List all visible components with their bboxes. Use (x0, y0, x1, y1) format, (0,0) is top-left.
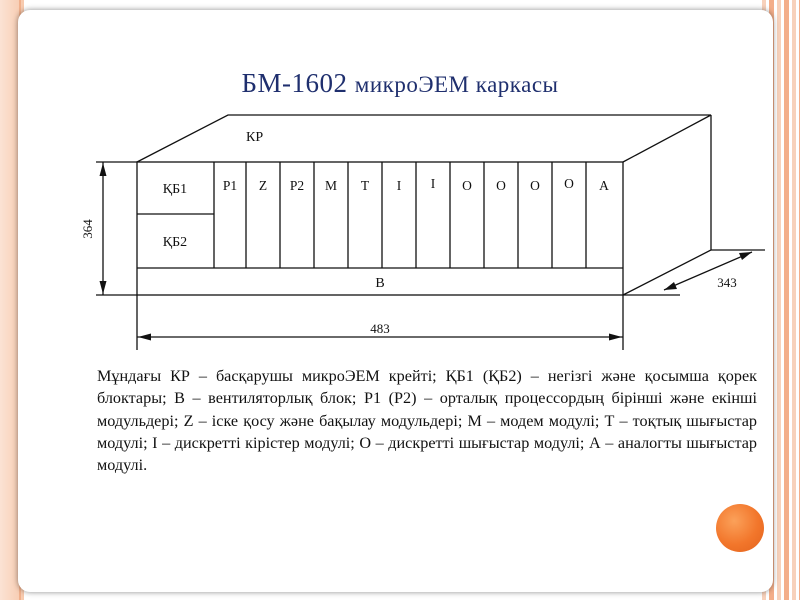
orange-circle-decoration (716, 504, 764, 552)
width-dimension-value: 483 (370, 321, 390, 336)
module-label: М (324, 178, 338, 193)
depth-arrow-back (739, 252, 752, 260)
height-dimension-value: 364 (80, 219, 95, 239)
module-label: О (564, 176, 574, 191)
height-arrow-top (100, 163, 107, 176)
module-label: А (599, 178, 609, 193)
height-arrow-bottom (100, 281, 107, 294)
module-label: Z (258, 178, 268, 193)
depth-arrow-front (664, 282, 677, 290)
module-label: І (396, 178, 402, 193)
title-sub: микроЭЕМ каркасы (354, 72, 559, 97)
power-block-2-label: ҚБ2 (162, 235, 188, 250)
module-label: О (530, 178, 540, 193)
module-label: І (430, 176, 436, 191)
module-label: Р1 (222, 178, 238, 193)
module-label: Т (360, 178, 370, 193)
crate-label: КР (246, 130, 264, 145)
module-label: Р2 (289, 178, 305, 193)
depth-dimension-value: 343 (717, 275, 737, 290)
title-main: БМ-1602 (241, 68, 348, 98)
diagram-caption: Мұндағы КР – басқарушы микроЭЕМ крейті; ҚБ1 (ҚБ2) – негізгі және қосымша қорек блоктары; В – вентиляторлық блок; Р1 (Р2) – орталық процессордың бірінші және екінші модульдері; Z – іске қосу және бақылау модульдері; М – модем модулі; Т – тоқтық шығыстар модулі; І – дискретті кірістер модулі; О – дискретті шығыстар модулі; А – аналогты шығыстар модулі. (97, 367, 757, 475)
module-label: О (462, 178, 472, 193)
width-arrow-right (609, 334, 622, 341)
depth-dimension-line (664, 252, 752, 290)
width-arrow-left (138, 334, 151, 341)
top-face (137, 115, 711, 162)
side-face (623, 115, 711, 295)
power-block-1-label: ҚБ1 (162, 182, 188, 197)
fan-block-label: В (375, 276, 385, 291)
module-label: О (496, 178, 506, 193)
